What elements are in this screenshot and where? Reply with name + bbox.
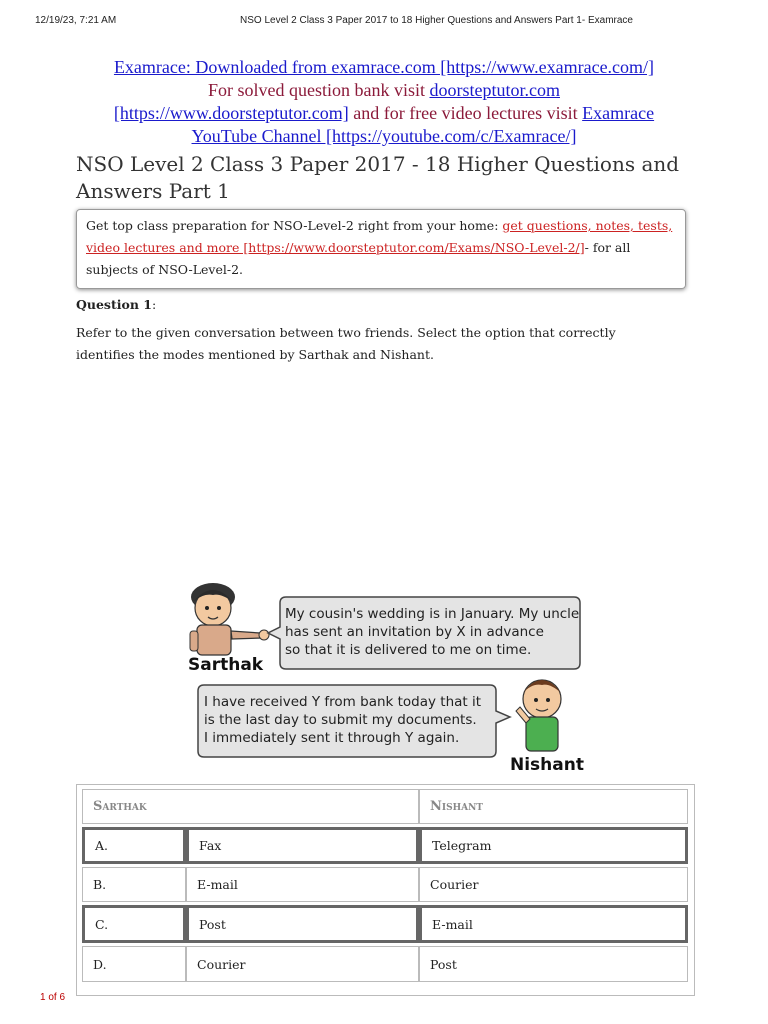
- doorsteptutor-url-link[interactable]: [https://www.doorsteptutor.com]: [113, 103, 349, 123]
- examrace-youtube-link[interactable]: Examrace: [582, 103, 655, 123]
- table-header-sarthak: Sarthak: [82, 789, 419, 824]
- download-banner: [60, 56, 708, 148]
- print-page-title: NSO Level 2 Class 3 Paper 2017 to 18 Higher Questions and Answers Part 1- Examrace: [240, 15, 633, 26]
- page-title: NSO Level 2 Class 3 Paper 2017 - 18 Higher Questions and Answers Part 1: [76, 152, 680, 203]
- option-label: B.: [82, 867, 186, 902]
- notice-text-end: - for all subjects of NSO-Level-2.: [86, 240, 631, 277]
- print-date: 12/19/23, 7:21 AM: [35, 15, 117, 26]
- option-sarthak: E-mail: [186, 867, 419, 902]
- option-label: C.: [82, 905, 186, 943]
- notice-link[interactable]: get questions, notes, tests, video lectures and more [https://www.doorsteptutor.com/Exams/NSO-Level-2/]: [86, 218, 673, 255]
- option-nishant: Courier: [419, 867, 688, 902]
- doorsteptutor-link[interactable]: doorsteptutor.com: [429, 80, 560, 100]
- sarthak-speech: My cousin's wedding is in January. My uncle has sent an invitation by X in advance so that it is delivered to me on time.: [285, 606, 580, 658]
- table-header-nishant: Nishant: [419, 789, 688, 824]
- nishant-speech: I have received Y from bank today that it is the last day to submit my documents. I immediately sent it through Y again.: [204, 694, 482, 746]
- preparation-notice: [76, 209, 686, 289]
- page-number: 1 of 6: [40, 992, 66, 1003]
- examrace-link[interactable]: Examrace: Downloaded from examrace.com [https://www.examrace.com/]: [113, 57, 655, 77]
- options-table: [76, 784, 695, 996]
- option-label: A.: [82, 827, 186, 864]
- option-sarthak: Courier: [186, 946, 419, 982]
- option-nishant: Telegram: [419, 827, 688, 864]
- question-label: Question 1:: [76, 297, 157, 312]
- sarthak-name: Sarthak: [188, 655, 264, 675]
- banner-text: For solved question bank visit: [208, 80, 430, 100]
- question-text: Refer to the given conversation between two friends. Select the option that correctly identifies the modes mentioned by Sarthak and Nishant.: [76, 325, 616, 362]
- banner-text: and for free video lectures visit: [348, 103, 583, 123]
- sarthak-figure: [190, 583, 269, 655]
- youtube-channel-link[interactable]: YouTube Channel [https://youtube.com/c/Examrace/]: [191, 126, 577, 146]
- nishant-figure: [516, 680, 561, 751]
- option-nishant: E-mail: [419, 905, 688, 943]
- option-sarthak: Post: [186, 905, 419, 943]
- notice-text: Get top class preparation for NSO-Level-2 right from your home:: [86, 218, 503, 233]
- option-nishant: Post: [419, 946, 688, 982]
- option-sarthak: Fax: [186, 827, 419, 864]
- nishant-name: Nishant: [510, 755, 584, 775]
- conversation-illustration: [180, 575, 590, 780]
- option-label: D.: [82, 946, 186, 982]
